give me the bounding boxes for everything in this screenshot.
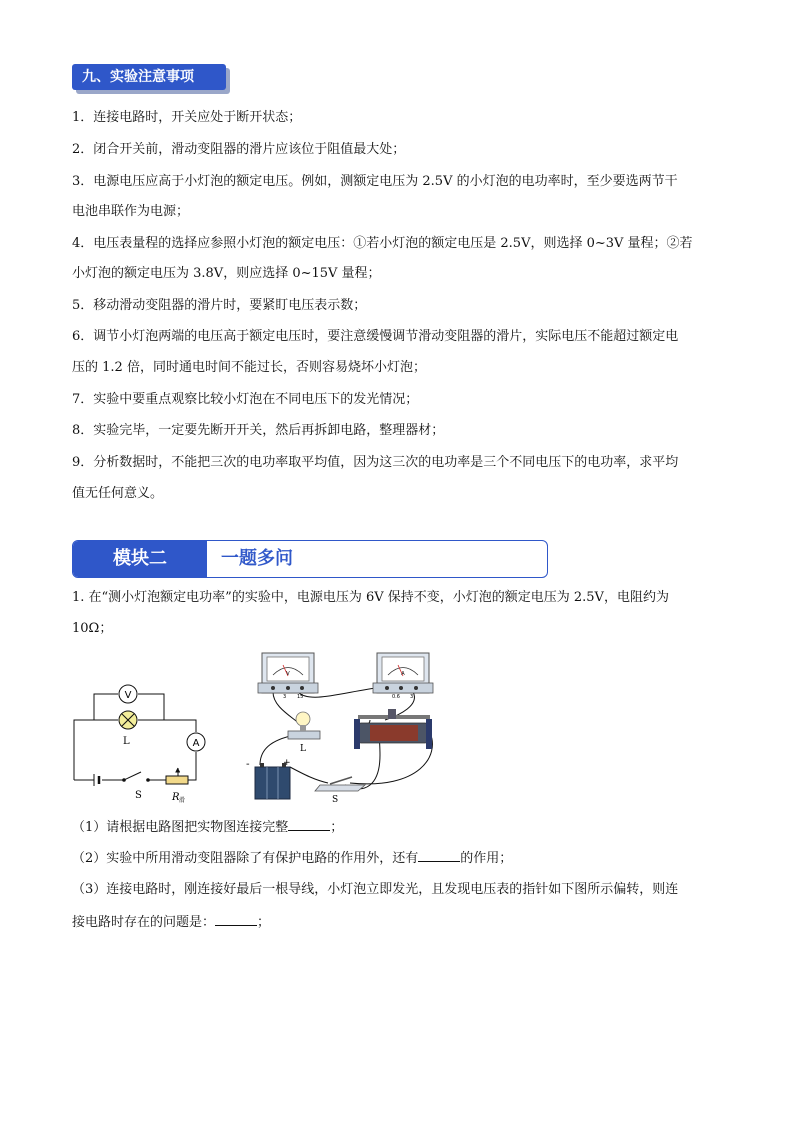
voltmeter-symbol bbox=[119, 685, 137, 703]
note-line: 6．调节小灯泡两端的电压高于额定电压时，要注意缓慢调节滑动变阻器的滑片，实际电压不能超过额定电 bbox=[72, 329, 679, 344]
ammeter-scale: 0.6 bbox=[392, 694, 400, 700]
note-line: 3．电源电压应高于小灯泡的额定电压。例如，测额定电压为 2.5V 的小灯泡的电功率时，至少要选两节干 bbox=[72, 174, 678, 189]
voltmeter-apparatus-letter: V bbox=[286, 671, 290, 677]
answer-blank[interactable] bbox=[288, 818, 330, 831]
ammeter-scale: 3 bbox=[410, 694, 414, 700]
circuit-diagram bbox=[66, 680, 216, 805]
subquestion-3-text: 接电路时存在的问题是： bbox=[72, 915, 216, 930]
section-heading-label: 九、实验注意事项 bbox=[72, 64, 226, 90]
battery-symbol bbox=[94, 774, 99, 786]
subquestion-1 bbox=[72, 818, 343, 836]
question-text: 10Ω； bbox=[72, 621, 113, 636]
subquestion-3-cont bbox=[72, 913, 270, 931]
ammeter-apparatus-letter: A bbox=[401, 671, 405, 677]
answer-blank[interactable] bbox=[418, 849, 460, 862]
note-line: 小灯泡的额定电压为 3.8V，则应选择 0~15V 量程； bbox=[72, 266, 381, 281]
voltmeter-letter: V bbox=[124, 690, 132, 701]
rheostat-symbol bbox=[166, 776, 188, 784]
note-line: 8．实验完毕，一定要先断开开关，然后再拆卸电路，整理器材； bbox=[72, 423, 445, 438]
switch-apparatus-label: S bbox=[332, 795, 339, 805]
switch-label: S bbox=[135, 790, 142, 801]
rheostat-subscript: 滑 bbox=[179, 797, 186, 804]
rheostat-apparatus bbox=[354, 709, 432, 749]
lamp-apparatus bbox=[288, 712, 320, 739]
ammeter-letter: A bbox=[192, 738, 200, 749]
module-label: 模块二 bbox=[73, 541, 207, 577]
section-heading bbox=[72, 64, 230, 94]
apparatus-diagram bbox=[240, 645, 450, 805]
subquestion-2 bbox=[72, 849, 512, 867]
battery-apparatus bbox=[255, 763, 290, 799]
question-text: 1. 在“测小灯泡额定电功率”的实验中，电源电压为 6V 保持不变，小灯泡的额定电压为 2.5V，电阻约为 bbox=[72, 590, 669, 605]
note-line: 4．电压表量程的选择应参照小灯泡的额定电压：①若小灯泡的额定电压是 2.5V，则选择 0~3V 量程；②若 bbox=[72, 236, 693, 251]
battery-plus: + bbox=[283, 758, 291, 768]
note-line: 5．移动滑动变阻器的滑片时，要紧盯电压表示数； bbox=[72, 298, 367, 313]
note-line: 2．闭合开关前，滑动变阻器的滑片应该位于阻值最大处； bbox=[72, 142, 406, 157]
subquestion-3: （3）连接电路时，刚连接好最后一根导线，小灯泡立即发光，且发现电压表的指针如下图所示偏转，则连 bbox=[72, 882, 679, 897]
subquestion-1-text: （1）请根据电路图把实物图连接完整 bbox=[72, 820, 289, 835]
note-line: 1．连接电路时，开关应处于断开状态； bbox=[72, 110, 302, 125]
subquestion-3-end: ； bbox=[257, 915, 271, 930]
subquestion-1-end: ； bbox=[330, 820, 344, 835]
note-line: 电池串联作为电源； bbox=[72, 204, 190, 219]
subquestion-2-text: （2）实验中所用滑动变阻器除了有保护电路的作用外，还有 bbox=[72, 851, 419, 866]
subquestion-2-end: 的作用； bbox=[460, 851, 513, 866]
ammeter-apparatus bbox=[373, 653, 433, 700]
lamp-apparatus-label: L bbox=[300, 744, 306, 754]
note-line: 7．实验中要重点观察比较小灯泡在不同电压下的发光情况； bbox=[72, 392, 419, 407]
note-line: 压的 1.2 倍，同时通电时间不能过长，否则容易烧坏小灯泡； bbox=[72, 360, 426, 375]
rheostat-label: R bbox=[172, 792, 180, 803]
voltmeter-apparatus bbox=[258, 653, 318, 700]
battery-minus: - bbox=[246, 759, 250, 770]
module-title: 一题多问 bbox=[221, 548, 293, 569]
note-line: 9．分析数据时，不能把三次的电功率取平均值，因为这三次的电功率是三个不同电压下的电功率，求平均 bbox=[72, 455, 679, 470]
ammeter-symbol bbox=[187, 733, 205, 751]
voltmeter-scale: 3 bbox=[283, 694, 287, 700]
lamp-symbol bbox=[119, 711, 137, 729]
module-header bbox=[72, 540, 548, 578]
note-line: 值无任何意义。 bbox=[72, 486, 164, 501]
lamp-label: L bbox=[123, 736, 130, 747]
voltmeter-scale: 15 bbox=[297, 694, 304, 700]
answer-blank[interactable] bbox=[215, 913, 257, 926]
